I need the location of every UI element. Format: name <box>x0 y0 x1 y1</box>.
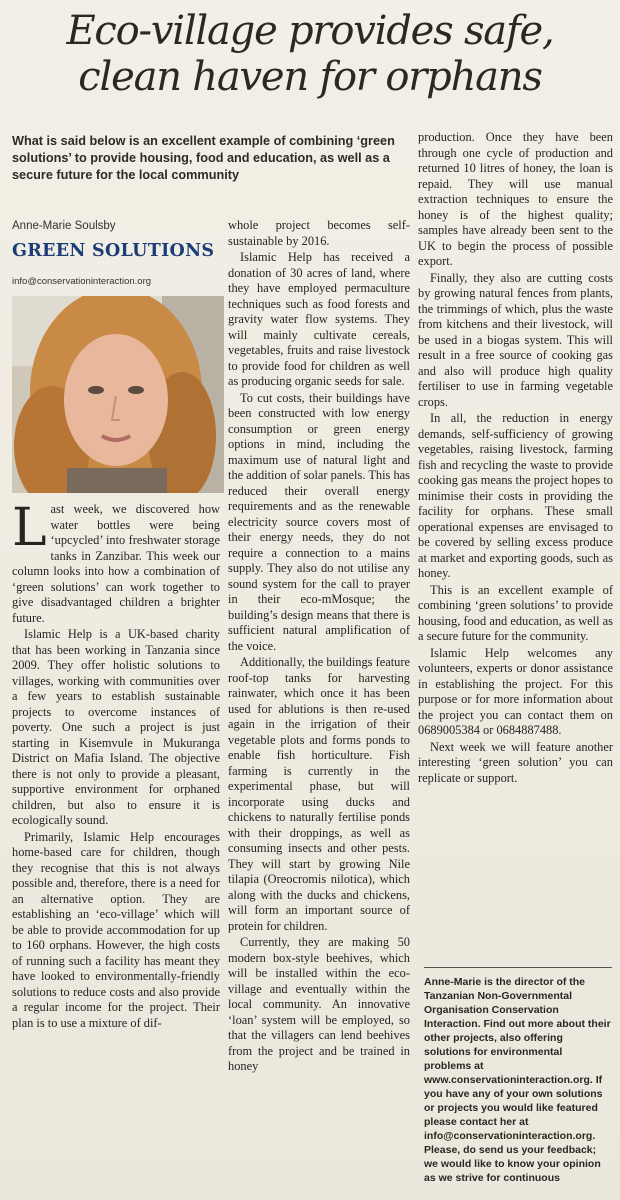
column-3 <box>418 130 613 786</box>
paragraph: Primarily, Islamic Help encourages home-based care for children, though they recognise that this is not always possible and, therefore, there is a need for an alternative option. They are establishing an ‘eco-village’ which will be able to provide accommodation for up to 160 orphans. However, the high costs of running such a facility has meant they have looked to environmentally-friendly solutions to reduce costs and also provide a regular income for the project. Their plan is to use a mixture of dif- <box>12 829 220 1030</box>
drop-cap: L <box>12 498 47 558</box>
standfirst: What is said below is an excellent example of combining ‘green solutions’ to provide housing, food and education, as well as a secure future for the local community <box>12 134 395 182</box>
author-bio: Anne-Marie is the director of the Tanzanian Non-Governmental Organisation Conservation Interaction. Find out more about their other projects, also offering solutions for environmental problems at www.conservationinteraction.org. If you have any of your own solutions or projects you would like featured please contact her at info@conservationinteraction.org. Please, do send us your feedback; we would like to know your opinion as we strive for continuous <box>424 976 611 1184</box>
paragraph: Islamic Help has received a donation of 30 acres of land, where they have employed permaculture techniques such as food forests and gravity water flow systems. They will mainly cultivate cereals, vegetables, fruits and raise livestock to provide food for children as well as producing organic seeds for sale. <box>228 250 410 388</box>
author-email: info@conservationinteraction.org <box>12 276 152 287</box>
author-photo <box>12 296 224 493</box>
author-portrait-image <box>12 296 224 493</box>
headline-line-1: Eco-village provides safe, <box>66 8 554 54</box>
headline-line-2: clean haven for orphans <box>78 54 542 100</box>
column-1 <box>12 498 220 1031</box>
section-title: GREEN SOLUTIONS <box>12 241 215 261</box>
headline <box>0 8 620 100</box>
paragraph: Islamic Help welcomes any volunteers, experts or donor assistance in establishing the project. For this purpose or for more information about the project you can contact them on 0689005384 or 0684887488. <box>418 645 613 737</box>
paragraph: Additionally, the buildings feature roof-top tanks for harvesting rainwater, which once it has been used for ablutions is then re-used again in the irrigation of their vegetable plots and forms ponds to enable fish horticulture. Fish farming is currently in the experimental phase, but will incorporate using ducks and chickens to naturally fertilise ponds with their droppings, as well as consuming insects and other pests. They will start by growing Nile tilapia (Oreocromis nilotica), which along with the ducks and chickens, will form an important source of protein for children. <box>228 655 410 933</box>
paragraph: In all, the reduction in energy demands, self-sufficiency of growing vegetables, raising livestock, farming fish and recycling the waste to provide cooking gas means the project hopes to minimise their costs in providing the facility for orphans. These small operational expenses are envisaged to be covered by selling excess produce at market and exporting goods, such as honey. <box>418 411 613 580</box>
paragraph: To cut costs, their buildings have been constructed with low energy consumption or green energy options in mind, including the maximum use of natural light and the addition of solar panels. This has reduced their overall energy requirements and as the renewable electricity source covers most of their energy needs, they do not require a connection to a mains supply. They also do not utilise any sound system for the call to prayer in their eco-mMosque; the building’s design means that there is sufficient natural amplification of the voice. <box>228 390 410 653</box>
paragraph: production. Once they have been through one cycle of production and returned 10 litres of honey, the loan is repaid. They will use manual extraction techniques to ensure the honey is of the highest quality; samples have already been sent to the UK to begin the process of possible export. <box>418 130 613 268</box>
author-byline: Anne-Marie Soulsby <box>12 220 116 232</box>
paragraph <box>12 498 220 626</box>
paragraph: Next week we will feature another interesting ‘green solution’ you can replicate or support. <box>418 739 613 785</box>
paragraph: This is an excellent example of combining ‘green solutions’ to provide housing, food and education, as well as a secure future for the community. <box>418 582 613 643</box>
paragraph: whole project becomes self-sustainable by 2016. <box>228 218 410 248</box>
paragraph-text: ast week, we discovered how water bottles were being ‘upcycled’ into freshwater storage tanks in Zanzibar. This week our column looks into how a combination of ‘green solutions’ can work together to give disadvantaged children a brighter future. <box>12 502 220 625</box>
column-2 <box>228 218 410 1075</box>
paragraph: Finally, they also are cutting costs by growing natural fences from plants, the trimmings of which, plus the waste from kitchens and their livestock, will be used in a biogas system. This will result in a free source of cooking gas and also will produce high quality fertiliser to use in farming vegetable crops. <box>418 270 613 409</box>
paragraph: Islamic Help is a UK-based charity that has been working in Tanzania since 2009. They offer holistic solutions to villages, working with communities over a few years to establish sustainable projects to overcome instances of poverty. One such a project is just starting in Kisemvule in Mukuranga District on Mafia Island. The objective there is not only to provide a pleasant, supportive environment for orphaned children, but also to ensure it is ecologically sound. <box>12 627 220 827</box>
paragraph: Currently, they are making 50 modern box-style beehives, which will be installed within the eco-village and eventually within the local community. An innovative ‘loan’ system will be employed, so that the villagers can lend beehives from the project and be trained in honey <box>228 935 410 1073</box>
bio-divider <box>424 967 612 968</box>
